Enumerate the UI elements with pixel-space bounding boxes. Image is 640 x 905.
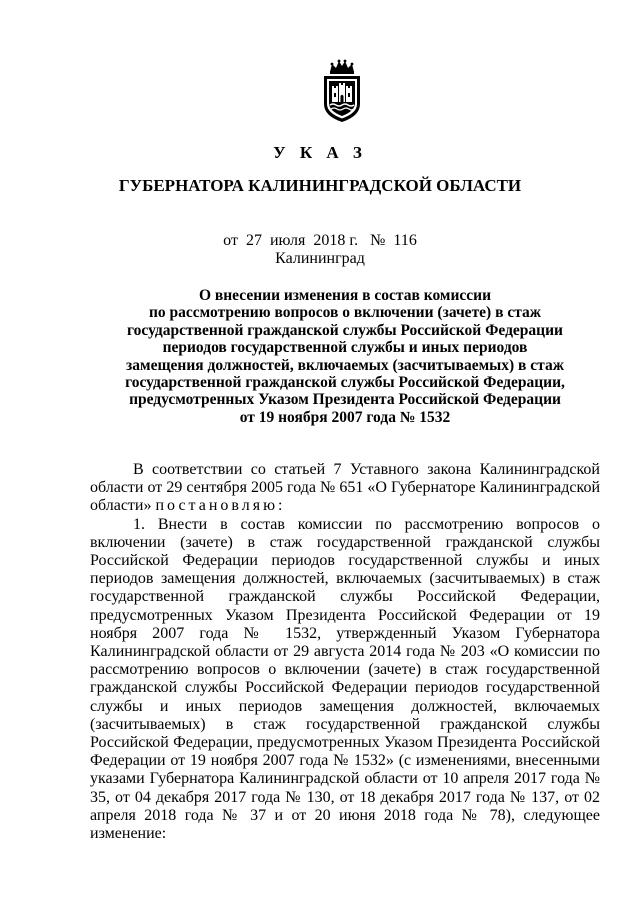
preamble-paragraph: [90, 461, 600, 516]
title-line: от 19 ноября 2007 года № 1532: [239, 408, 451, 426]
issuer-heading: ГУБЕРНАТОРА КАЛИНИНГРАДСКОЙ ОБЛАСТИ: [118, 176, 522, 195]
title-line: государственной гражданской службы Российской Федерации: [127, 321, 563, 339]
title-line: замещения должностей, включаемых (засчитываемых) в стаж: [126, 356, 564, 374]
title-line: предусмотренных Указом Президента Российской Федерации: [129, 391, 561, 409]
preamble-text: В соответствии со статьей 7 Уставного закона Калининградской области от 29 сентября 2005 года № 651 «О Губернаторе Калининградской области»: [90, 461, 600, 515]
title-line: государственной гражданской службы Российской Федерации,: [125, 374, 565, 392]
document-title: [90, 287, 600, 426]
title-line: О внесении изменения в состав комиссии: [198, 287, 492, 304]
date-number-line: [0, 232, 640, 250]
date-number-text: от 27 июля 2018 г. № 116: [223, 232, 417, 249]
title-line: периодов государственной службы и иных периодов: [162, 339, 528, 357]
coat-of-arms-icon: [318, 58, 366, 124]
title-line: по рассмотрению вопросов о включении (зачете) в стаж: [148, 304, 542, 322]
item-1-paragraph: 1. Внести в состав комиссии по рассмотрению вопросов о включении (зачете) в стаж государственной гражданской службы Российской Федерации периодов государственной службы и иных периодов замещения должностей, включаемых (засчитываемых) в стаж государственной гражданской службы Российской Федерации, предусмотренных Указом Президента Российской Федерации от 19 ноября 2007 года № 1532, утвержденный Указом Губернатора Калининградской области от 29 августа 2014 года № 203 «О комиссии по рассмотрению вопросов о включении (зачете) в стаж государственной гражданской службы Российской Федерации периодов государственной службы и иных периодов замещения должностей, включаемых (засчитываемых) в стаж государственной гражданской службы Российской Федерации, предусмотренных Указом Президента Российской Федерации от 19 ноября 2007 года № 1532» (с изменениями, внесенными указами Губернатора Калининградской области от 10 апреля 2017 года № 35, от 04 декабря 2017 года № 130, от 18 декабря 2017 года № 137, от 02 апреля 2018 года № 37 и от 20 июня 2018 года № 78), следующее изменение:: [90, 515, 600, 843]
document-body: [90, 461, 600, 843]
city-name: Калининград: [275, 250, 365, 267]
resolve-word: постановляю:: [155, 497, 286, 515]
decree-heading: У К А З: [273, 143, 367, 162]
